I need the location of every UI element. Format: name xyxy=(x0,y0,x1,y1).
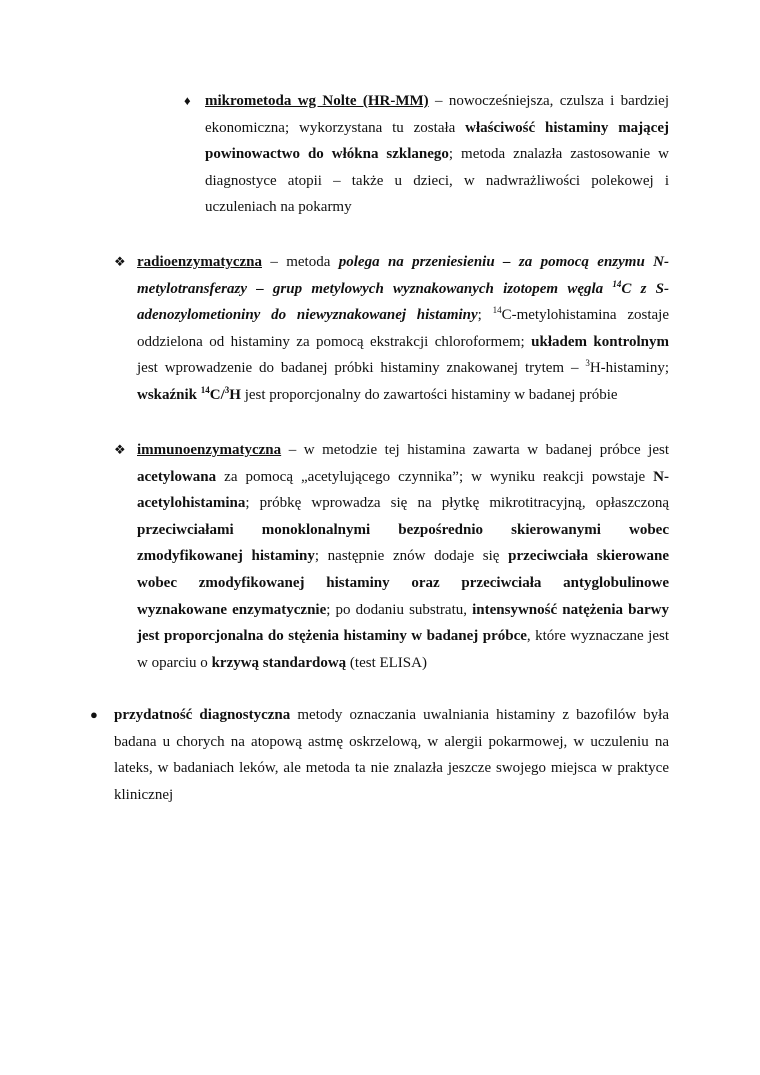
bold-run: wskaźnik xyxy=(137,386,201,403)
text-run: metody oznaczania uwalniania histaminy z bazofilów była badana u chorych na atopową astmę oskrzelową, w alergii pokarmowej, w uczuleniu na lateks, w badaniach leków, ale metoda ta nie znalazła jeszcze swojego miejsca w praktyce klinicznej xyxy=(114,707,669,803)
bold-run: przeciwciała skierowane wobec zmodyfikowanej histaminy oraz przeciwciała antyglobulinowe wyznakowane enzymatycznie xyxy=(137,548,669,618)
bold-run: krzywą standardową xyxy=(211,654,347,671)
bold-run: H xyxy=(229,386,241,403)
text-run: – w metodzie tej histamina zawarta w badanej próbce jest xyxy=(281,442,669,458)
bold-run: przydatność diagnostyczna xyxy=(114,707,291,723)
term-heading: mikrometoda wg Nolte (HR-MM) xyxy=(205,93,429,109)
text-run: – metoda xyxy=(261,254,339,270)
list-item-immunoenzymatyczna xyxy=(137,437,669,676)
text-run: ; xyxy=(477,307,493,324)
text-run: – nowocześniejsza, czulsza i bardziej ekonomiczna; wykorzystana tu została xyxy=(205,93,669,136)
text-run: C-metylohistamina zostaje oddzielona od histaminy za pomocą ekstrakcji chloroformem; xyxy=(137,307,669,350)
fourstar-bullet-icon: ❖ xyxy=(114,254,126,269)
list-item-mikrometoda xyxy=(205,88,669,221)
bold-italic-run: C z S-adenozylometioniny do niewyznakowanej histaminy xyxy=(137,280,669,324)
superscript: 14 xyxy=(492,305,502,316)
superscript: 14 xyxy=(200,384,210,395)
superscript: 3 xyxy=(224,384,230,395)
text-run: jest proporcjonalny do zawartości histaminy w badanej próbie xyxy=(240,386,618,403)
text-run: , które wyznaczane jest w oparciu o xyxy=(137,628,669,671)
superscript: 14 xyxy=(612,278,622,289)
paragraph xyxy=(114,702,669,808)
paragraph xyxy=(137,249,669,409)
text-run: jest wprowadzenie do badanej próbki histaminy znakowanej trytem – xyxy=(137,360,586,377)
list-item-radioenzymatyczna xyxy=(137,249,669,409)
diamond-bullet-icon: ♦ xyxy=(184,93,191,108)
text-run: H-histaminy; xyxy=(589,360,669,377)
term-heading: immunoenzymatyczna xyxy=(137,442,282,458)
paragraph xyxy=(205,88,669,221)
list-item-przydatnosc xyxy=(114,702,669,808)
text-run: ; metoda znalazła zastosowanie w diagnostyce atopii – także u dzieci, w nadwrażliwości polekowej i uczuleniach na pokarmy xyxy=(205,146,669,216)
text-run: ; próbkę wprowadza się na płytkę mikrotitracyjną, opłaszczoną xyxy=(245,495,669,512)
superscript: 3 xyxy=(585,358,590,369)
text-run: (test ELISA) xyxy=(346,654,427,671)
bold-run: C/ xyxy=(209,386,225,403)
fourstar-bullet-icon: ❖ xyxy=(114,442,126,457)
bold-run: acetylowana xyxy=(137,468,217,485)
bold-run: N-acetylohistamina xyxy=(137,468,669,512)
paragraph xyxy=(137,437,669,676)
text-run: za pomocą „acetylującego czynnika”; w wyniku reakcji powstaje xyxy=(216,468,654,485)
bold-run: przeciwciałami monoklonalnymi bezpośrednio skierowanymi wobec zmodyfikowanej histaminy xyxy=(137,521,669,565)
term-heading: radioenzymatyczna xyxy=(137,254,262,270)
bold-run: układem kontrolnym xyxy=(531,333,669,350)
bold-italic-run: polega na przeniesieniu – za pomocą enzymu N-metylotransferazy – grup metylowych wyznakowanych izotopem węgla xyxy=(137,254,669,297)
bold-run: intensywność natężenia barwy jest proporcjonalna do stężenia histaminy w badanej próbce xyxy=(137,601,669,645)
dot-bullet-icon: ● xyxy=(90,707,98,722)
bold-run: właściwość histaminy mającej powinowactwo do włókna szklanego xyxy=(205,119,669,163)
text-run: ; następnie znów dodaje się xyxy=(314,548,509,565)
text-run: ; po dodaniu substratu, xyxy=(326,601,473,618)
